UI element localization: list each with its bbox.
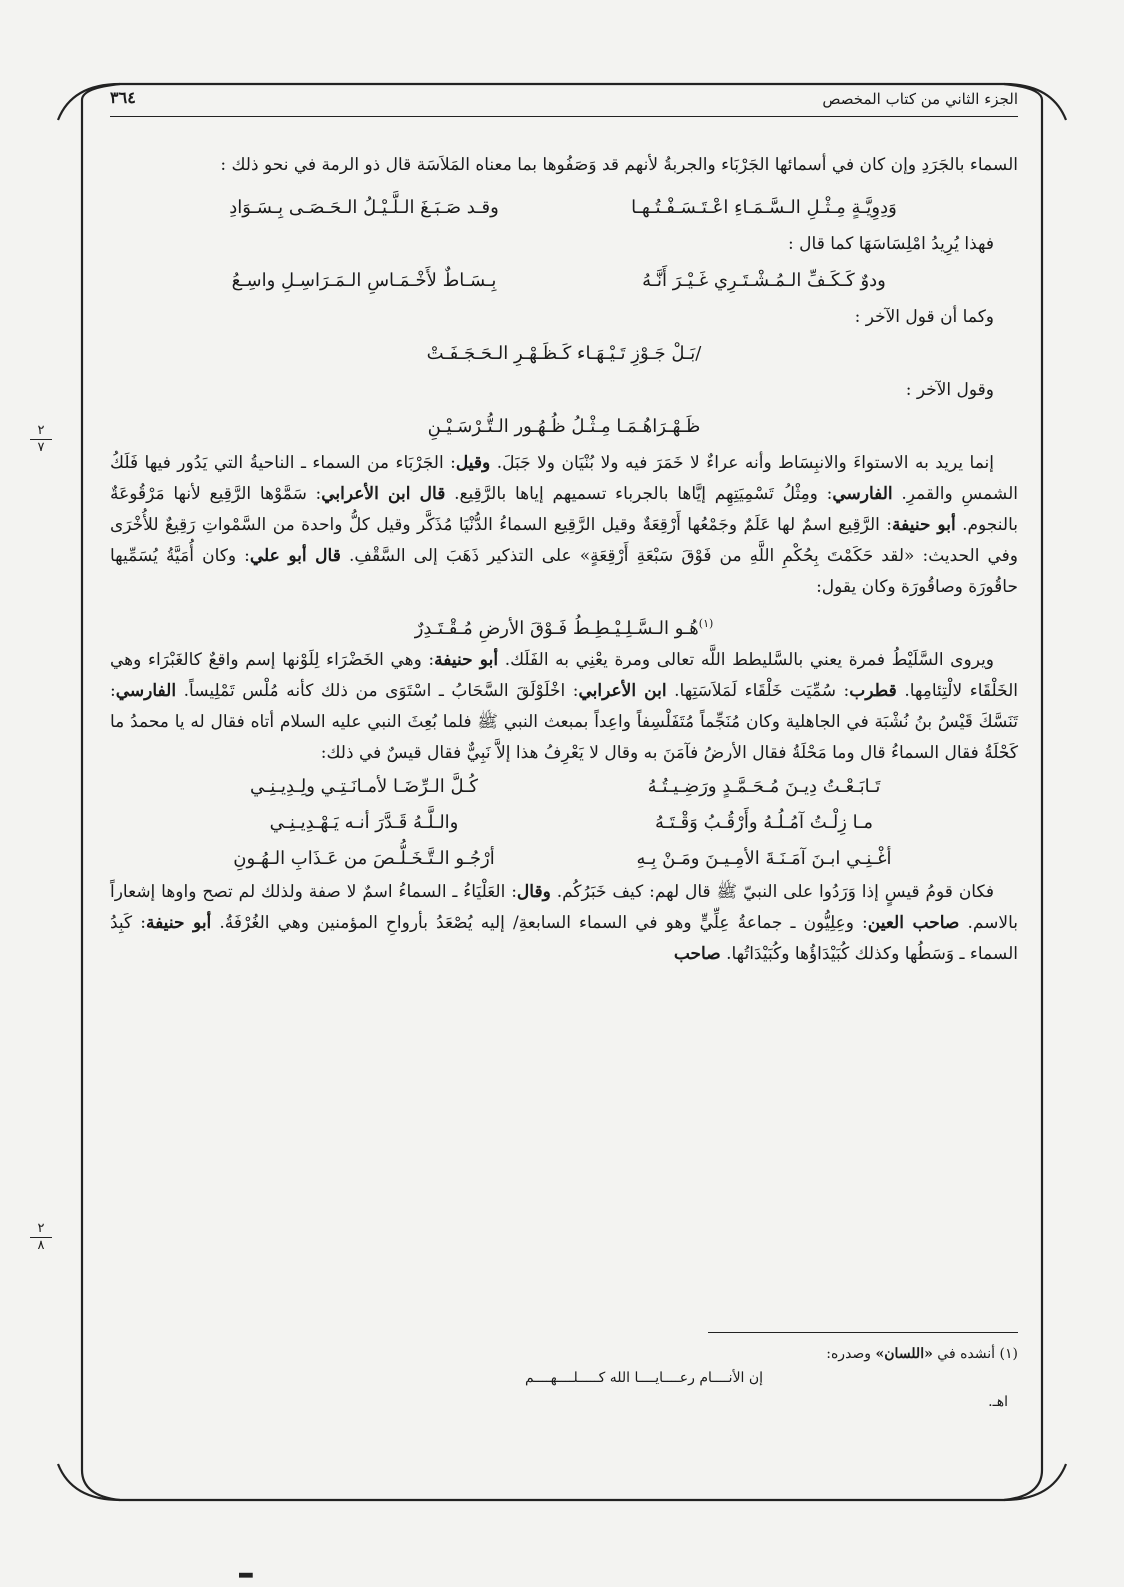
source-label: أبو حنيفة xyxy=(892,515,956,535)
source-label: قطرب xyxy=(849,681,897,701)
paragraph: فكان قومُ قيسٍ إذا وَرَدُوا على النبيّ ﷺ قال لهم: كيف خَبَرُكُم. وقال: العَلْيَاءُ ـ السماءُ اسمٌ لا صفة ولذلك لم تصح واوها إشعاراً بالاسم. صاحب العين: وعِلِيُّون ـ جماعةُ عِلِّيٍّ وهو في السماء السابعةِ/ إليه يُصْعَدُ بأرواحِ المؤمنين وهي الغُرْفَةُ. أبو حنيفة: كَبِدُ السماء ـ وَسَطُها وكذلك كُبَيْدَاؤُها وكُبَيْدَاتُها. صاحب xyxy=(110,882,1019,964)
running-title: الجزء الثاني من كتاب المخصص xyxy=(822,90,1018,108)
source-label: الفارسي xyxy=(115,681,177,701)
source-label: صاحب xyxy=(673,944,721,964)
verse-hemistich: تَـابَـعْـتُ دِيـنَ مُـحَـمَّـدٍ ورَضِـيـتُـهُ xyxy=(647,776,881,797)
verse-single: ظَـهْـرَاهُـمَـا مِـثْـلُ ظُـهُـور الـتُّـرْسَـيْـنِ xyxy=(427,416,701,437)
verse-line xyxy=(110,841,1018,877)
margin-mark-top: ٢ xyxy=(37,1221,45,1236)
source-label: ابن الأعرابي xyxy=(578,681,667,701)
paragraph: ويروى السَّلَيْطُ فمرة يعني بالسَّليطط اللَّه تعالى ومرة يعْنِي به الفَلَك. أبو حنيفة: وهي الخَضْرَاء لِلَوْنها إسم واقعٌ كالغَبْرَاء وهي الخَلْقَاء لالْتِئامِها. قطرب: سُمِّيَت خَلْقَاء لَمَلاَسَتِها. ابن الأعرابي: اخْلَوْلَقَ السَّحَابُ ـ اسْتَوَى من ذلك كأنه مُلْس تَمْلِيساً. الفارسي: تَنَسَّكَ قَيْسُ بنُ نُشْبَة في الجاهلية وكان مُنَجِّماً مُتَفَلْسِفاً واعِداً بمبعث النبي ﷺ فلما بُعِثَ النبي عليه السلام أتاه فقال له يا محمدُ ما كَحْلَةُ فقال السماءُ قال وما مَحْلَةُ فقال الأرضُ فآمَنَ به وقال لا يَعْرِفُ هذا إلاَّ نَبِيٌّ فقال قيسٌ في ذلك: xyxy=(110,650,1018,763)
verse-hemistich: والـلَّـهُ قَـدَّرَ أنـه يَـهْـدِيـنِـي xyxy=(269,812,459,833)
verse-hemistich: أغْـنِـي ابـنَ آمَـنَـةَ الأمِـيـنَ ومَـنْ بِـهِ xyxy=(636,848,892,869)
verse-line xyxy=(110,805,1018,841)
page-number: ٣٦٤ xyxy=(110,88,136,107)
verse-hemistich: كُـلَّ الـرِّضَـا لأمـانَـتِـي ولِـدِيـنِـي xyxy=(250,776,478,797)
margin-mark-top: ٢ xyxy=(37,423,45,438)
verse-single: /بَـلْ جَـوْزِ تَـيْـهَـاء كَـظَـهْـرِ الـحَـجَـفَـتْ xyxy=(426,343,702,364)
footnote-end: اهـ. xyxy=(988,1394,1008,1410)
source-label: قال ابن الأعرابي xyxy=(321,484,446,504)
source-label: وقال xyxy=(516,882,551,902)
verse-hemistich: وَدِوِيَّـةٍ مِـثْـلِ الـسَّـمَـاءِ اعْـتَـسَـفْـتُـهـا xyxy=(631,197,897,218)
verse-hemistich: بِـسَـاطٌ لأَخْـمَـاسِ الـمَـرَاسِـلِ واسِـعُ xyxy=(231,270,497,291)
verse-line xyxy=(110,260,1018,302)
margin-folio-mark xyxy=(30,1222,52,1253)
source-title: «اللسان» xyxy=(875,1346,933,1362)
source-label: قال أبو علي xyxy=(249,546,341,566)
verse-line xyxy=(110,187,1018,229)
main-text xyxy=(110,150,1018,970)
paragraph: السماء بالجَرَدِ وإن كان في أسمائها الجَرْبَاء والجربةُ لأنهم قد وَصَفُوها بما معناه المَلاَسَة قال ذو الرمة في نحو ذلك : xyxy=(220,155,1018,175)
scan-artifact-mark: ـ xyxy=(240,1540,252,1587)
source-label: الفارسي xyxy=(832,484,893,504)
verse-hemistich: وقـد صَـبَـغَ الـلَّـيْـلُ الـحَـصَـى بِـسَـوَادِ xyxy=(229,197,499,218)
paragraph: وقول الآخر : xyxy=(905,380,994,400)
paragraph: فهذا يُرِيدُ امْلِسَاسَهَا كما قال : xyxy=(788,234,994,254)
source-label: صاحب العين xyxy=(867,913,960,933)
verse-line xyxy=(110,769,1018,805)
footnote-ref: (١) xyxy=(698,617,714,630)
verse-single: $^{(١)}$هُـو الـسَّـلِـيْـطِـطُ فَـوْقَ الأرضِ مُـقْـتَـدِرٌ xyxy=(414,617,714,639)
paragraph: إنما يريد به الاستواءَ والانبِسَاط وأنه عراءٌ لا خَمَرَ فيه ولا بُنْيَان ولا جَبَلَ. وقيل: الجَرْبَاء من السماء ـ الناحيةُ التي يَدُور فيها فَلَكُ الشمسِ والقمرِ. الفارسي: ومِثْلُ تَسْمِيَتِهِم إيَّاها بالجرباء تسميهم إياها بالرَّقِيع. قال ابن الأعرابي: سَمَّوْها الرَّقِيع لأنها مَرْقُوعَةٌ بالنجوم. أبو حنيفة: الرَّقِيع اسمٌ لها عَلَمٌ وجَمْعُها أَرْقِعَةٌ وقيل الرَّقِيع السماءُ الدُّنْيَا مُذَكَّر وقيل كلُّ واحدة من السَّمْواتِ رَقِيعٌ للأُخْرَى وفي الحديث: «لقد حَكَمْتَ بِحُكْمِ اللَّهِ من فَوْقَ سَبْعَةِ أَرْقِعَةٍ» على التذكير ذَهَبَ إلى السَّقْفِ. قال أبو علي: وكان أُمَيَّةُ يُسَمِّيها حاقُورَة وصاقُورَة وكان يقول: xyxy=(110,453,1018,597)
verse-hemistich: مـا زِلْـتُ آمُـلُـهُ وأَرْقُـبُ وَقْـتَـهُ xyxy=(654,812,874,833)
margin-mark-bottom: ٧ xyxy=(37,440,45,455)
footnote-number: (١) xyxy=(999,1346,1018,1362)
book-page xyxy=(37,86,1038,1504)
paragraph: وكما أن قول الآخر : xyxy=(854,307,994,327)
margin-mark-bottom: ٨ xyxy=(37,1238,45,1253)
source-label: أبو حنيفة xyxy=(145,913,212,933)
running-header xyxy=(110,86,1018,117)
footnote: (١) أنشده في «اللسان» وصدره: xyxy=(826,1346,1018,1362)
verse-hemistich: أرْجُـو الـتَّـخَـلُّـصَ من عَـذَابِ الـهُـونِ xyxy=(233,848,495,869)
footnote-verse: إن الأنــــام رعــــايــــا الله كـــــلــــهــــم xyxy=(524,1370,764,1386)
source-label: أبو حنيفة xyxy=(434,650,499,670)
verse-hemistich: ودوٌ كَـكَـفِّ الـمُـشْـتَـرِي غَـيْـرَ أَنَّـهُ xyxy=(642,270,886,291)
footnotes xyxy=(110,1342,1018,1414)
footnote-rule xyxy=(708,1332,1018,1333)
margin-folio-mark xyxy=(30,424,52,455)
source-label: وقيل xyxy=(455,453,491,473)
